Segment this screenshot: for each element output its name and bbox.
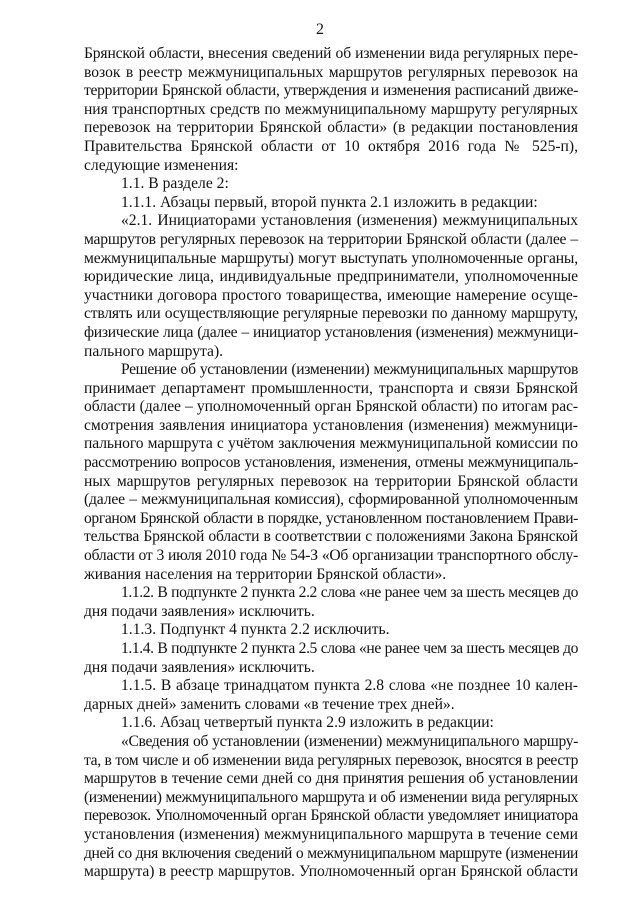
text-line: территории Брянской области, утверждения и изменения расписаний движе- bbox=[84, 82, 578, 100]
text-line: области от 3 июля 2010 года № 54-З «Об организации транспортного обслу- bbox=[84, 547, 578, 565]
text-line: следующие изменения: bbox=[84, 156, 239, 174]
text-line: «2.1. Инициаторами установления (изменения) межмуниципальных bbox=[121, 212, 578, 230]
text-line: органом Брянской области в порядке, установленном постановлением Прави- bbox=[84, 509, 578, 527]
text-line: 1.1.2. В подпункте 2 пункта 2.2 слова «не ранее чем за шесть месяцев до bbox=[121, 584, 578, 602]
text-line: принимает департамент промышленности, транспорта и связи Брянской bbox=[84, 379, 578, 397]
text-line: перевозок на территории Брянской области» (в редакции постановления bbox=[84, 119, 578, 137]
text-line: дней со дня включения сведений о межмуниципальном маршруте (изменении bbox=[84, 844, 578, 862]
text-line: «Сведения об установлении (изменении) межмуниципального маршру- bbox=[121, 732, 578, 750]
text-line: физические лица (далее – инициатор установления (изменения) межмуници- bbox=[84, 323, 578, 341]
text-line: смотрения заявления инициатора установления (изменения) межмуници- bbox=[84, 416, 578, 434]
text-line: 1.1.6. Абзац четвертый пункта 2.9 изложить в редакции: bbox=[121, 714, 494, 732]
text-line: (далее – межмуниципальная комиссия), сформированной уполномоченным bbox=[84, 491, 578, 509]
text-line: Решение об установлении (изменении) межмуниципальных маршрутов bbox=[121, 361, 578, 379]
text-line: та, в том числе и об изменении вида регулярных перевозок, вносятся в реестр bbox=[84, 751, 578, 769]
text-line: 1.1.5. В абзаце тринадцатом пункта 2.8 слова «не позднее 10 кален- bbox=[121, 677, 578, 695]
document-body bbox=[84, 45, 578, 882]
text-line: межмуниципальные маршруты) могут выступать уполномоченные органы, bbox=[84, 249, 578, 267]
text-line: ния транспортных средств по межмуниципальному маршруту регулярных bbox=[84, 100, 578, 118]
text-line: маршрутов регулярных перевозок на территории Брянской области (далее – bbox=[84, 230, 578, 248]
text-line: 1.1.1. Абзацы первый, второй пункта 2.1 изложить в редакции: bbox=[121, 193, 538, 211]
text-line: участники договора простого товарищества, имеющие намерение осуще- bbox=[84, 286, 578, 304]
text-line: 1.1. В разделе 2: bbox=[121, 175, 229, 193]
text-line: установления (изменения) межмуниципального маршрута в течение семи bbox=[84, 825, 578, 843]
text-line: перевозок. Уполномоченный орган Брянской области уведомляет инициатора bbox=[84, 807, 578, 825]
text-line: маршрута) в реестр маршрутов. Уполномоченный орган Брянской области bbox=[84, 863, 578, 881]
text-line: пального маршрута с учётом заключения межмуниципальной комиссии по bbox=[84, 435, 578, 453]
text-line: Брянской области, внесения сведений об изменении вида регулярных пере- bbox=[84, 45, 578, 62]
text-line: 1.1.3. Подпункт 4 пункта 2.2 исключить. bbox=[121, 621, 390, 639]
text-line: юридические лица, индивидуальные предприниматели, уполномоченные bbox=[84, 268, 578, 286]
text-line: маршрутов в течение семи дней со дня принятия решения об установлении bbox=[84, 770, 578, 788]
text-line: живания населения на территории Брянской области». bbox=[84, 565, 447, 583]
text-line: 1.1.4. В подпункте 2 пункта 2.5 слова «не ранее чем за шесть месяцев до bbox=[121, 640, 578, 657]
text-line: дня подачи заявления» исключить. bbox=[84, 658, 315, 676]
text-line: дня подачи заявления» исключить. bbox=[84, 602, 315, 620]
text-line: ствлять или осуществляющие регулярные перевозки по данному маршруту, bbox=[84, 305, 578, 323]
text-line: рассмотрению вопросов установления, изменения, отмены межмуниципаль- bbox=[84, 454, 578, 472]
text-line: (изменении) межмуниципального маршрута и об изменении вида регулярных bbox=[84, 788, 578, 806]
text-line: ных маршрутов регулярных перевозок на территории Брянской области bbox=[84, 472, 578, 490]
text-line: возок в реестр межмуниципальных маршрутов регулярных перевозок на bbox=[84, 63, 578, 81]
text-line: области (далее – уполномоченный орган Брянской области) по итогам рас- bbox=[84, 398, 578, 416]
page-number: 2 bbox=[316, 21, 324, 38]
text-line: тельства Брянской области в соответствии с положениями Закона Брянской bbox=[84, 528, 578, 546]
text-line: пального маршрута). bbox=[84, 342, 224, 360]
text-line: Правительства Брянской области от 10 октября 2016 года № 525-п), bbox=[84, 137, 578, 155]
text-line: дарных дней» заменить словами «в течение трех дней». bbox=[84, 695, 455, 713]
